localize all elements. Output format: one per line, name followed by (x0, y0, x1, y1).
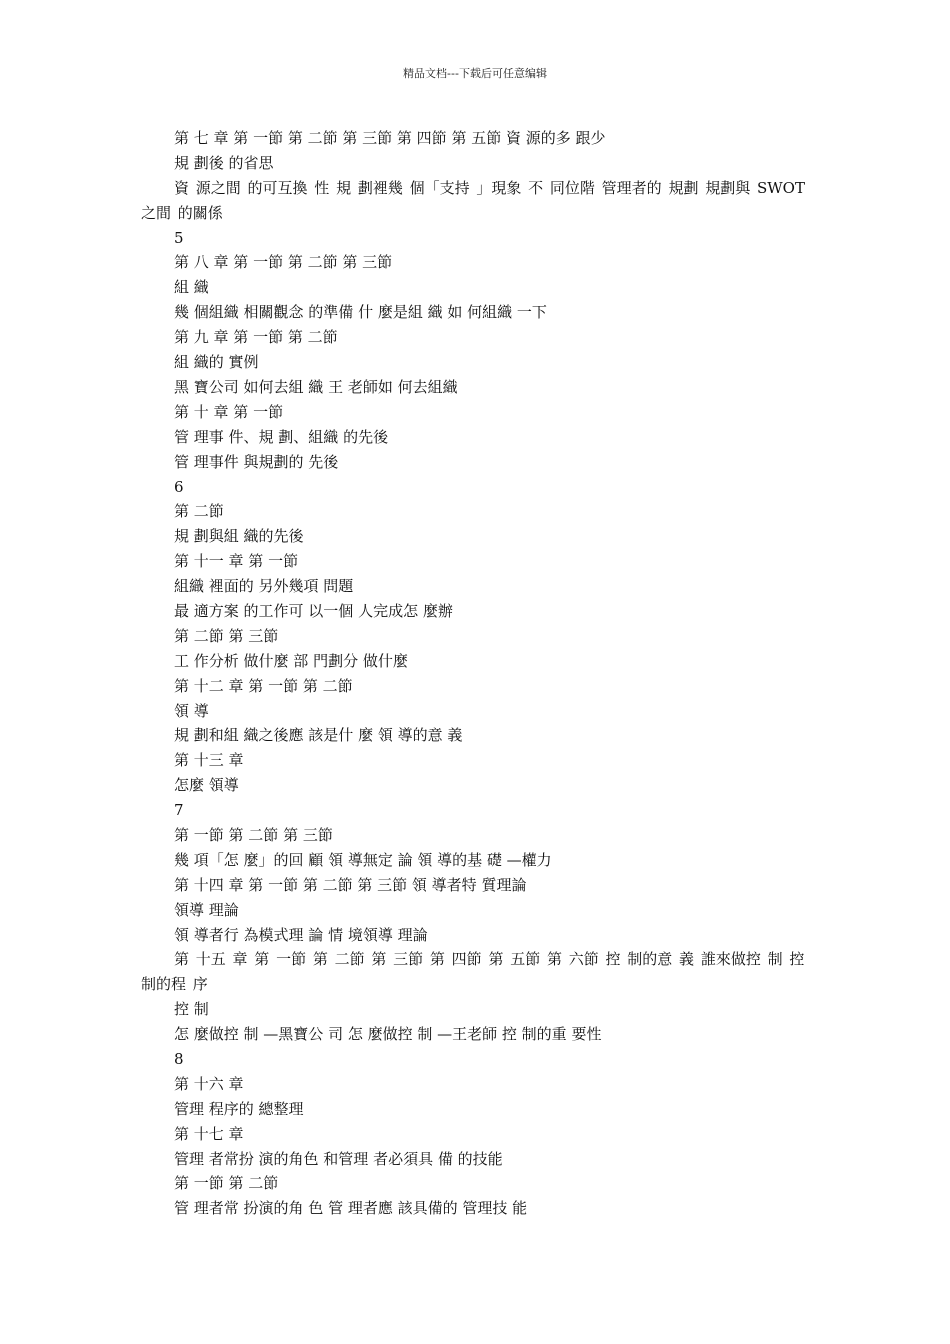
text-line: 第 一節 第 二節 第 三節 (174, 825, 333, 844)
text-line: 工 作分析 做什麼 部 門劃分 做什麼 (174, 651, 408, 670)
text-line: 第 十 章 第 一節 (174, 402, 284, 421)
page-header: 精品文档---下载后可任意编辑 (403, 67, 547, 80)
text-line: 控 制 (174, 1000, 209, 1019)
text-line: 黑 寶公司 如何去組 織 王 老師如 何去組織 (174, 377, 458, 396)
text-line: 組 織 (174, 278, 209, 297)
text-line: 第 八 章 第 一節 第 二節 第 三節 (174, 253, 393, 272)
text-paragraph: 第 十五 章 第 一節 第 二節 第 三節 第 四節 第 五節 第 六節 控 制的意 義 誰來做控 制 控 制的程 序 (141, 950, 805, 994)
text-line: 第 二節 第 三節 (174, 626, 279, 645)
text-line: 第 十六 章 (174, 1074, 244, 1093)
text-line: 怎 麼做控 制 —黑寶公 司 怎 麼做控 制 —王老師 控 制的重 要性 (174, 1025, 602, 1044)
text-line: 組 織的 實例 (174, 353, 259, 372)
text-line: 第 一節 第 二節 (174, 1174, 279, 1193)
text-line: 幾 個組織 相關觀念 的準備 什 麼是組 織 如 何組織 一下 (174, 303, 547, 322)
text-line: 第 十一 章 第 一節 (174, 552, 299, 571)
text-line: 管 理事 件、規 劃、組織 的先後 (174, 427, 389, 446)
text-line: 領 導者行 為模式理 論 情 境領導 理論 (174, 925, 428, 944)
text-line: 管理 者常扮 演的角色 和管理 者必須具 備 的技能 (174, 1149, 503, 1168)
page-number: 7 (174, 801, 184, 820)
page-number: 6 (174, 477, 184, 496)
text-line: 管理 程序的 總整理 (174, 1099, 304, 1118)
text-line: 第 二節 (174, 502, 224, 521)
text-line: 規 劃和組 織之後應 該是什 麼 領 導的意 義 (174, 726, 463, 745)
text-line: 最 適方案 的工作可 以一個 人完成怎 麼辦 (174, 601, 453, 620)
text-line: 怎麼 領導 (174, 776, 239, 795)
text-line: 第 七 章 第 一節 第 二節 第 三節 第 四節 第 五節 資 源的多 跟少 (174, 129, 606, 147)
document-body (141, 126, 813, 1221)
text-line: 第 十三 章 (174, 751, 244, 770)
text-line: 規 劃後 的省思 (174, 153, 274, 172)
text-line: 第 十七 章 (174, 1124, 244, 1143)
text-line: 第 十二 章 第 一節 第 二節 (174, 676, 353, 695)
text-line: 領導 理論 (174, 900, 239, 919)
page-number: 8 (174, 1050, 184, 1069)
text-line: 第 十四 章 第 一節 第 二節 第 三節 領 導者特 質理論 (174, 875, 527, 894)
text-line: 管 理者常 扮演的角 色 管 理者應 該具備的 管理技 能 (174, 1199, 528, 1218)
text-line: 第 九 章 第 一節 第 二節 (174, 328, 338, 347)
text-line: 領 導 (174, 701, 209, 720)
text-line: 規 劃與組 織的先後 (174, 527, 304, 546)
text-line: 幾 項「怎 麼」的回 顧 領 導無定 論 領 導的基 礎 —權力 (174, 850, 552, 869)
page-number: 5 (174, 228, 184, 247)
text-paragraph: 資 源之間 的可互換 性 規 劃裡幾 個「支持 」現象 不 同位階 管理者的 規劃 規劃與 SWOT 之間 的關係 (141, 178, 805, 222)
text-line: 組織 裡面的 另外幾項 問題 (174, 577, 354, 596)
text-line: 管 理事件 與規劃的 先後 (174, 452, 339, 471)
